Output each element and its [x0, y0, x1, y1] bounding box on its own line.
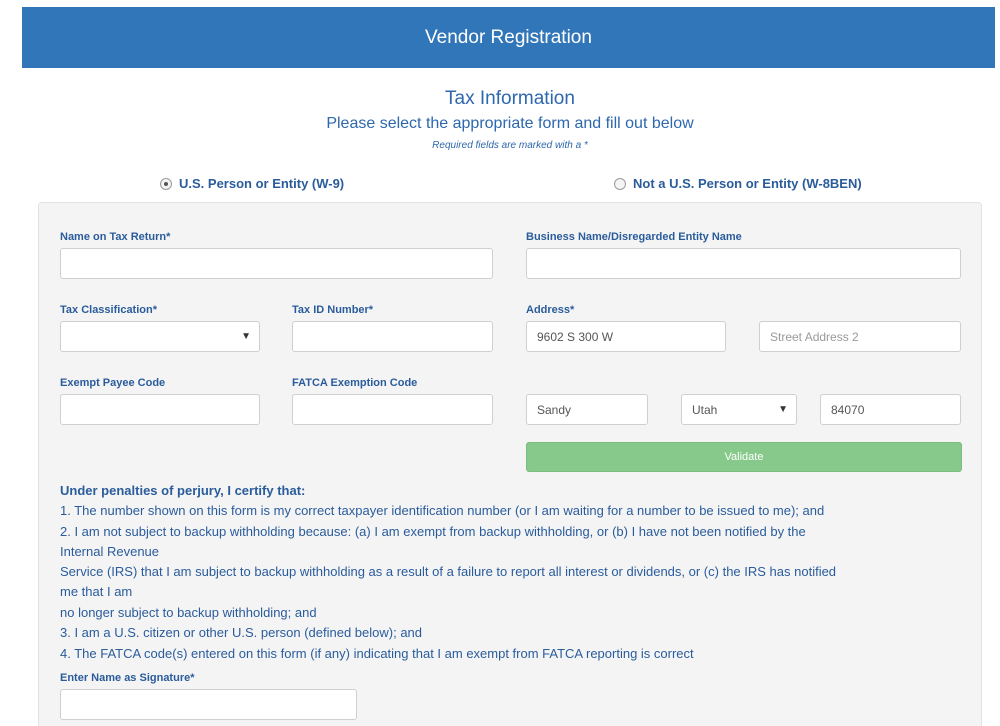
name-on-tax-return-label: Name on Tax Return* — [60, 231, 171, 243]
tax-classification-label: Tax Classification* — [60, 304, 157, 316]
street-address-2-input[interactable] — [759, 321, 961, 352]
radio-w8ben[interactable] — [614, 176, 862, 191]
section-subtitle: Please select the appropriate form and fill out below — [326, 115, 694, 132]
signature-label: Enter Name as Signature* — [60, 672, 195, 684]
dropdown-arrow-icon: ▼ — [241, 331, 251, 342]
business-name-label: Business Name/Disregarded Entity Name — [526, 231, 742, 243]
validate-button[interactable]: Validate — [526, 442, 962, 472]
certification-line: 2. I am not subject to backup withholding because: (a) I am exempt from backup withholding, or (b) I have not been notified by the — [60, 524, 806, 539]
fatca-exemption-code-label: FATCA Exemption Code — [292, 377, 418, 389]
certification-heading: Under penalties of perjury, I certify that: — [60, 483, 306, 498]
radio-w9-indicator[interactable] — [160, 178, 172, 190]
certification-line: 1. The number shown on this form is my correct taxpayer identification number (or I am waiting for a number to be issued to me); and — [60, 503, 825, 518]
business-name-input[interactable] — [526, 248, 961, 279]
certification-line: 3. I am a U.S. citizen or other U.S. person (defined below); and — [60, 625, 423, 640]
tax-id-number-input[interactable] — [292, 321, 493, 352]
tax-id-number-label: Tax ID Number* — [292, 304, 374, 316]
tax-classification-select[interactable] — [60, 321, 260, 352]
name-on-tax-return-input[interactable] — [60, 248, 493, 279]
state-select[interactable] — [681, 394, 797, 425]
city-input[interactable]: Sandy — [526, 394, 648, 425]
state-value: Utah — [692, 402, 718, 417]
fatca-exemption-code-input[interactable] — [292, 394, 493, 425]
radio-w8ben-indicator[interactable] — [614, 178, 626, 190]
certification-line: 4. The FATCA code(s) entered on this form (if any) indicating that I am exempt from FATCA reporting is correct — [60, 646, 694, 661]
page-header — [22, 7, 995, 68]
signature-input[interactable] — [60, 689, 357, 720]
certification-line: me that I am — [60, 584, 133, 599]
radio-w9-label: U.S. Person or Entity (W-9) — [179, 176, 345, 191]
certification-line: Internal Revenue — [60, 544, 160, 559]
radio-w9[interactable] — [160, 176, 344, 191]
certification-line: no longer subject to backup withholding; and — [60, 605, 317, 620]
street-address-2-placeholder: Street Address 2 — [770, 329, 859, 344]
certification-line: Service (IRS) that I am subject to backup withholding as a result of a failure to report all interest or dividends, or (c) the IRS has notified — [60, 564, 837, 579]
exempt-payee-code-input[interactable] — [60, 394, 260, 425]
zip-input[interactable]: 84070 — [820, 394, 961, 425]
dropdown-arrow-icon: ▼ — [778, 404, 788, 415]
section-title: Tax Information — [445, 88, 575, 109]
required-fields-note: Required fields are marked with a * — [432, 140, 588, 151]
radio-w8ben-label: Not a U.S. Person or Entity (W-8BEN) — [633, 176, 862, 191]
address-input[interactable]: 9602 S 300 W — [526, 321, 726, 352]
address-label: Address* — [526, 304, 575, 316]
page-title: Vendor Registration — [425, 26, 592, 48]
exempt-payee-code-label: Exempt Payee Code — [60, 377, 166, 389]
